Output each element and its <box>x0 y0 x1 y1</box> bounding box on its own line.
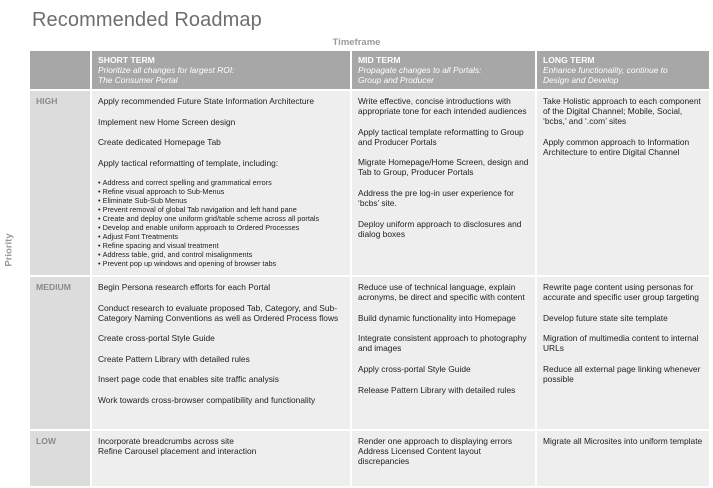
cell-medium-mid-term <box>352 277 535 429</box>
roadmap-item: Build dynamic functionality into Homepage <box>358 312 516 323</box>
roadmap-item: Reduce use of technical language, explain acronyms, be direct and specific with content <box>358 282 525 303</box>
column-title: MID TERM <box>358 55 401 65</box>
row-label-low: LOW <box>30 431 90 486</box>
roadmap-item: Refine Carousel placement and interaction <box>98 446 257 457</box>
roadmap-item: Render one approach to displaying errors <box>358 436 513 446</box>
cell-low-mid-term <box>352 431 535 486</box>
roadmap-table <box>30 51 703 480</box>
timeframe-axis-label: Timeframe <box>332 37 381 48</box>
cell-high-short-term <box>92 91 350 275</box>
roadmap-item: Apply tactical template reformatting to Group and Producer Portals <box>358 126 524 147</box>
roadmap-item: Migrate Homepage/Home Screen, design and Tab to Group, Producer Portals <box>358 157 529 178</box>
roadmap-item: Deploy uniform approach to disclosures and dialog boxes <box>358 218 522 239</box>
bullet-item: • Eliminate Sub-Sub Menus <box>98 196 344 205</box>
roadmap-item: Reduce all external page linking whenever possible <box>543 363 701 385</box>
roadmap-item: Create Pattern Library with detailed rules <box>98 353 250 364</box>
roadmap-item: Release Pattern Library with detailed rules <box>358 384 516 395</box>
roadmap-item: Rewrite page content using personas for accurate and specific user group targeting <box>543 282 699 303</box>
bullet-item: • Develop and enable uniform approach to Ordered Processes <box>98 223 344 232</box>
roadmap-item: Apply common approach to Information Architecture to entire Digital Channel <box>543 136 690 157</box>
column-header-short-term <box>92 51 350 89</box>
column-title: SHORT TERM <box>98 55 155 65</box>
roadmap-item: Address the pre log-in user experience for ‘bcbs’ site. <box>358 188 514 209</box>
column-header-mid-term <box>352 51 535 89</box>
bullet-item: • Create and deploy one uniform grid/table scheme across all portals <box>98 214 344 223</box>
cell-low-short-term <box>92 431 350 486</box>
roadmap-item: Conduct research to evaluate proposed Tab, Category, and Sub-Category Naming Conventions as well as Ordered Process flows <box>98 302 339 323</box>
cell-medium-short-term <box>92 277 350 429</box>
roadmap-item: Apply recommended Future State Information Architecture <box>98 96 314 106</box>
roadmap-item: Incorporate breadcrumbs across site <box>98 436 234 446</box>
roadmap-item: Apply tactical reformatting of template, including: <box>98 157 279 168</box>
roadmap-item: Migration of multimedia content to internal URLs <box>543 333 699 354</box>
column-subtitle-line: Prioritize all changes for largest ROI: <box>98 65 235 75</box>
bullet-item: • Address table, grid, and control misalignments <box>98 250 344 259</box>
roadmap-item: Begin Persona research efforts for each Portal <box>98 282 271 292</box>
priority-axis-label: Priority <box>3 233 15 267</box>
roadmap-item: Address Licensed Content layout discrepancies <box>358 446 481 467</box>
cell-high-mid-term <box>352 91 535 275</box>
row-label-medium: MEDIUM <box>30 277 90 429</box>
roadmap-item: Create dedicated Homepage Tab <box>98 137 221 148</box>
cell-high-long-term <box>537 91 709 275</box>
roadmap-item: Write effective, concise introductions with appropriate tone for each intended audiences <box>358 96 527 117</box>
roadmap-item: Integrate consistent approach to photography and images <box>358 333 527 354</box>
roadmap-item: Work towards cross-browser compatibility and functionality <box>98 395 316 406</box>
bullet-item: • Refine visual approach to Sub-Menus <box>98 187 344 196</box>
column-subtitle-line: Design and Develop <box>543 75 619 85</box>
roadmap-item: Develop future state site template <box>543 312 668 323</box>
roadmap-item: Create cross-portal Style Guide <box>98 333 215 344</box>
bullet-item: • Prevent pop up windows and opening of browser tabs <box>98 259 344 268</box>
column-header-long-term <box>537 51 709 89</box>
column-subtitle-line: Propagate changes to all Portals: <box>358 65 482 75</box>
template-fix-list <box>98 178 344 268</box>
bullet-item: • Prevent removal of global Tab navigation and left hand pane <box>98 205 344 214</box>
bullet-item: • Adjust Font Treatments <box>98 232 344 241</box>
column-title: LONG TERM <box>543 55 595 65</box>
bullet-item: • Refine spacing and visual treatment <box>98 241 344 250</box>
cell-medium-long-term <box>537 277 709 429</box>
bullet-item: • Address and correct spelling and grammatical errors <box>98 178 344 187</box>
page-title: Recommended Roadmap <box>32 9 262 31</box>
roadmap-item: Migrate all Microsites into uniform template <box>543 436 703 446</box>
column-subtitle-line: The Consumer Portal <box>98 75 178 85</box>
roadmap-item: Implement new Home Screen design <box>98 116 236 127</box>
header-corner <box>30 51 90 89</box>
row-label-high: HIGH <box>30 91 90 275</box>
roadmap-item: Insert page code that enables site traffic analysis <box>98 374 279 385</box>
roadmap-item: Take Holistic approach to each component of the Digital Channel; Mobile, Social, ‘bcbs,’ and ‘.com’ sites <box>543 96 701 127</box>
column-subtitle-line: Group and Producer <box>358 75 434 85</box>
roadmap-item: Apply cross-portal Style Guide <box>358 363 471 374</box>
column-subtitle-line: Enhance functionality, continue to <box>543 65 668 75</box>
cell-low-long-term <box>537 431 709 486</box>
